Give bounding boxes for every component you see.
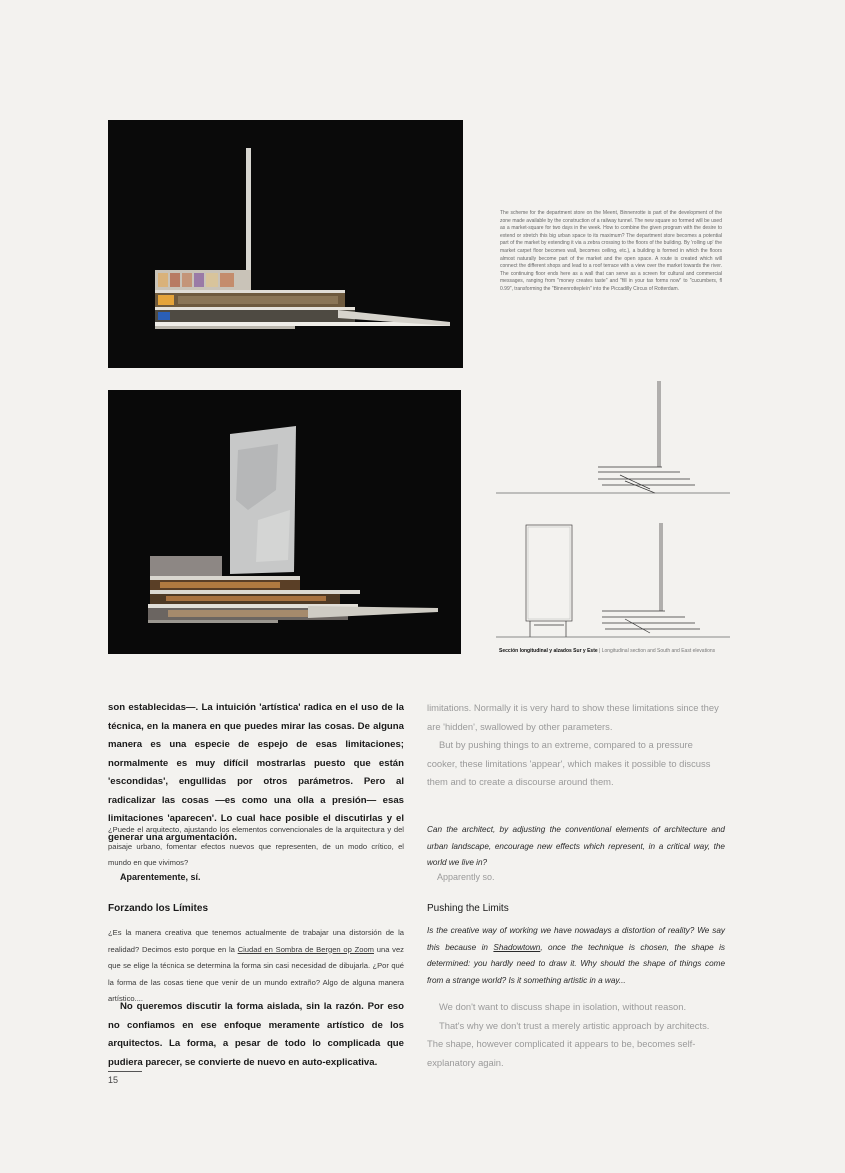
es-project-link[interactable]: Ciudad en Sombra de Bergen op Zoom	[237, 944, 374, 954]
es-answer-1-block	[108, 872, 404, 882]
page-number-rule	[108, 1071, 142, 1072]
es-question-1: ¿Puede el arquitecto, ajustando los elementos convencionales de la arquitectura y del paisaje urbano, fomentar efectos nuevos que representen, de un modo crítico, el mundo en que vivimos?	[108, 825, 404, 867]
model-photo-top	[108, 120, 463, 368]
figure-label-en: | Longitudinal section and South and East elevations	[597, 648, 716, 654]
es-question-2	[108, 925, 404, 1008]
en-question-1: Can the architect, by adjusting the conventional elements of architecture and urban landscape, encourage new effects which represent, in a critical way, the world we live in?	[427, 825, 725, 867]
en-paragraph-1-block	[427, 699, 725, 792]
project-caption: The scheme for the department store on the Meent, Binnenrotte is part of the development of the zone made available by the construction of a railway tunnel. The new square so formed will be used as a market-square for two days in the week. How to combine the given program with the desire to extend or stretch this big urban space to its maximum? The department store becomes a potential part of the market by extending it via a zebra crossing to the floors of the building. By 'rolling up' the market carpet floor becomes wall, becomes ceiling, etc.), a building is formed in which the floors almost naturally become part of the market and the open space. A route is created which will connect the different shops and lead to a roof terrace with a view over the market towards the river. The continuing floor ends here as a wall that can serve as a screen for cultural and commercial messages, ranging from "money creates taste" and "fill in your tax forms now" to "cucumbers, fl 0.99", transforming the "Binnenrottepleín" into the Piccadilly Circus of Rotterdam.	[500, 210, 722, 292]
en-paragraph-1a: limitations. Normally it is very hard to show these limitations since they are 'hidden', swallowed by other parameters.	[427, 702, 719, 732]
en-project-link[interactable]: Shadowtown	[493, 942, 541, 952]
figure-label	[499, 648, 739, 654]
en-answer-1: Apparently so.	[437, 872, 495, 882]
es-question-1-block	[108, 822, 404, 872]
en-question-2-block	[427, 923, 725, 989]
en-paragraph-1b: But by pushing things to an extreme, compared to a pressure cooker, these limitations 'appear', which makes it possible to discuss them and to create a discourse around them.	[427, 739, 711, 787]
en-paragraph-2-block	[427, 998, 725, 1072]
es-paragraph-2-block	[108, 998, 404, 1072]
en-paragraph-2a: We don't want to discuss shape in isolation, without reason.	[439, 1001, 687, 1012]
en-question-2-start: Is the creative way of working we have nowadays a distortion of reality? We say this because in	[427, 926, 725, 952]
es-heading-block	[108, 903, 404, 914]
en-heading-block	[427, 903, 725, 914]
en-question-2-end: , once the technique is chosen, the shape is determined: you hardly need to draw it. Why should the shape of things come from a strange world? Is it something artistic in a way...	[427, 942, 725, 985]
en-section-heading: Pushing the Limits	[427, 903, 509, 914]
en-question-2	[427, 923, 725, 989]
es-question-2-block	[108, 925, 404, 1008]
en-answer-1-block	[427, 872, 725, 882]
es-question-2-end: una vez que se elige la técnica se determina la forma sin casi necesidad de dibujarla. ¿Por qué la forma de las cosas tiene que venir de un mundo extraño? Algo de alguna manera artístico....	[108, 944, 404, 1003]
es-question-2-start: ¿Es la manera creativa que tenemos actualmente de trabajar una distorsión de la realidad? Decimos esto porque en la	[108, 928, 404, 954]
es-answer-1: Aparentemente, sí.	[120, 872, 201, 882]
es-section-heading: Forzando los Límites	[108, 903, 209, 914]
page-number: 15	[108, 1075, 119, 1085]
model-photo-bottom	[108, 390, 461, 654]
en-paragraph-2b: That's why we don't trust a merely artistic approach by architects. The shape, however complicated it appears to be, becomes self-explanatory again.	[427, 1019, 710, 1068]
en-question-1-block	[427, 822, 725, 872]
section-elevation-drawings	[490, 375, 735, 645]
figure-label-es: Sección longitudinal y alzados Sur y Este	[499, 648, 598, 654]
es-paragraph-2: No queremos discutir la forma aislada, sin la razón. Por eso no confiamos en ese enfoque meramente artístico de los arquitectos. La forma, a pesar de todo lo complicada que pudiera parecer, se convierte de nuevo en auto-explicativa.	[108, 1001, 404, 1068]
es-paragraph-1: son establecidas—. La intuición 'artística' radica en el uso de la técnica, en la manera en que puedes mirar las cosas. De alguna manera es una especie de espejo de esas limitaciones; normalmente es muy difícil mostrarlas puesto que están 'escondidas', engullidas por otros parámetros. Pero al radicalizar las cosas —es como una olla a presión— esas limitaciones 'aparecen'. Lo cual hace posible el discutirlas y el generar una argumentación.	[108, 702, 404, 843]
